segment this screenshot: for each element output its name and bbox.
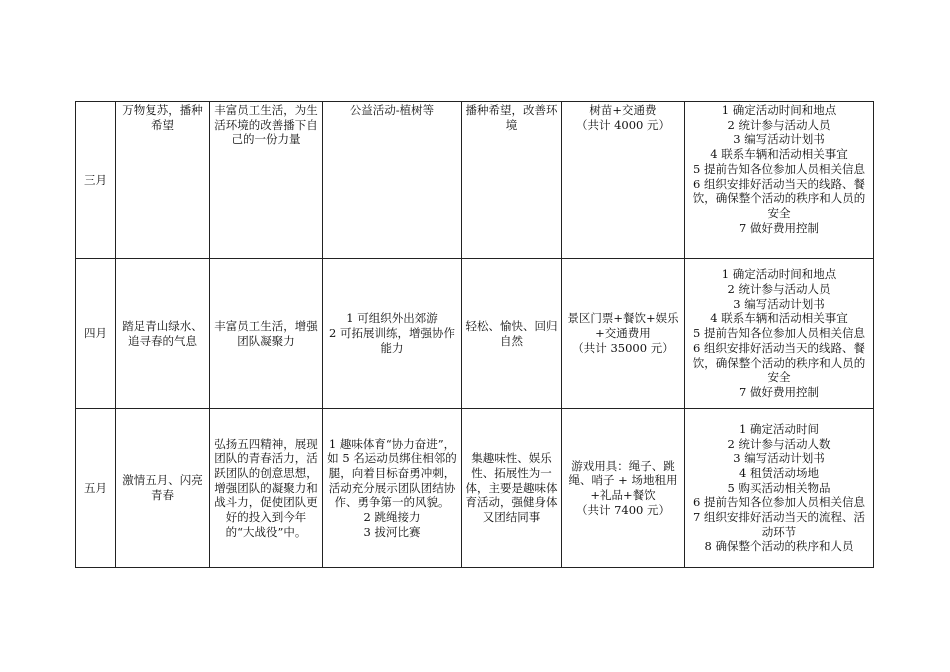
table-row xyxy=(76,102,874,259)
purpose-cell: 弘扬五四精神，展现团队的青春活力，活跃团队的创意思想，增强团队的凝聚力和战斗力，促使团队更好的投入到今年的“大战役”中。 xyxy=(210,409,323,568)
steps-cell: 1 确定活动时间和地点 2 统计参与活动人员 3 编写活动计划书 4 联系车辆和活动相关事宜 5 提前告知各位参加人员相关信息 6 组织安排好活动当天的线路、餐饮，确保整个活动的秩序和人员的安全 7 做好费用控制 xyxy=(685,259,874,409)
table-row xyxy=(76,409,874,568)
cost-cell: 景区门票+餐饮+娱乐+交通费用 （共计 35000 元） xyxy=(562,259,685,409)
activity-cell: 公益活动-植树等 xyxy=(323,102,462,259)
steps-cell: 1 确定活动时间和地点 2 统计参与活动人员 3 编写活动计划书 4 联系车辆和活动相关事宜 5 提前告知各位参加人员相关信息 6 组织安排好活动当天的线路、餐饮，确保整个活动的秩序和人员的安全 7 做好费用控制 xyxy=(685,102,874,259)
steps-cell: 1 确定活动时间 2 统计参与活动人数 3 编写活动计划书 4 租赁活动场地 5 购买活动相关物品 6 提前告知各位参加人员相关信息 7 组织安排好活动当天的流程、活动环节 8 确保整个活动的秩序和人员 xyxy=(685,409,874,568)
effect-cell: 轻松、愉快、回归自然 xyxy=(462,259,562,409)
month-cell: 五月 xyxy=(76,409,116,568)
activity-cell: 1 趣味体育“协力奋进”，如 5 名运动员绑住相邻的腿，向着目标奋勇冲刺，活动充分展示团队团结协作、勇争第一的风貌。 2 跳绳接力 3 拔河比赛 xyxy=(323,409,462,568)
purpose-cell: 丰富员工生活，增强团队凝聚力 xyxy=(210,259,323,409)
effect-cell: 播种希望，改善环境 xyxy=(462,102,562,259)
table-row xyxy=(76,259,874,409)
activity-plan-table xyxy=(75,101,874,568)
theme-cell: 激情五月、闪亮青春 xyxy=(116,409,210,568)
month-cell: 三月 xyxy=(76,102,116,259)
effect-cell: 集趣味性、娱乐性、拓展性为一体，主要是趣味体育活动，强健身体又团结同事 xyxy=(462,409,562,568)
activity-cell: 1 可组织外出郊游 2 可拓展训练，增强协作能力 xyxy=(323,259,462,409)
theme-cell: 万物复苏，播种希望 xyxy=(116,102,210,259)
theme-cell: 踏足青山绿水、追寻春的气息 xyxy=(116,259,210,409)
purpose-cell: 丰富员工生活，为生活环境的改善播下自己的一份力量 xyxy=(210,102,323,259)
cost-cell: 游戏用具：绳子、跳绳、哨子 + 场地租用+礼品+餐饮 （共计 7400 元） xyxy=(562,409,685,568)
month-cell: 四月 xyxy=(76,259,116,409)
cost-cell: 树苗+交通费 （共计 4000 元） xyxy=(562,102,685,259)
